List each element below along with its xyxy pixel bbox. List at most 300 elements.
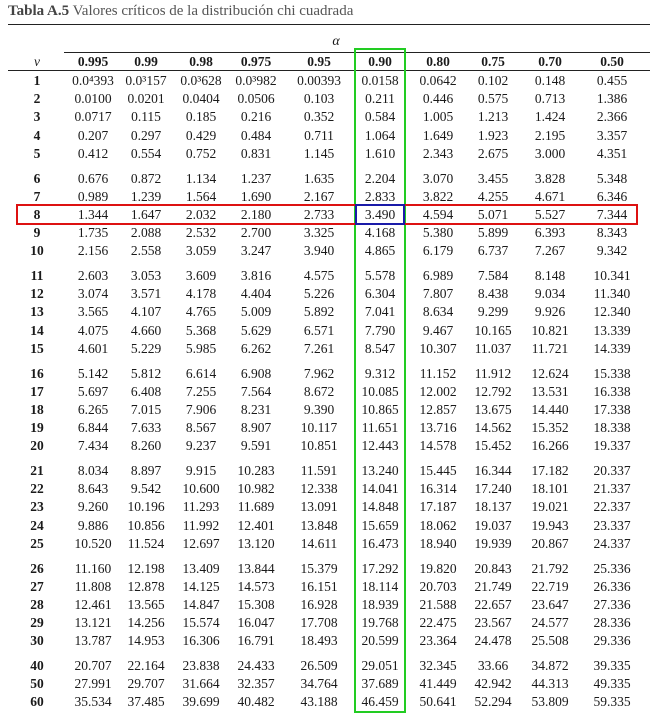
table-cell: 1.386 (596, 91, 628, 107)
nu-cell: 30 (30, 633, 44, 649)
table-cell: 5.226 (303, 286, 335, 302)
table-cell: 27.336 (593, 596, 631, 612)
table-cell: 5.229 (130, 340, 162, 356)
table-cell: 8.643 (77, 481, 109, 497)
table-cell: 18.101 (531, 481, 569, 497)
nu-cell: 10 (30, 243, 44, 259)
column-header: 0.80 (426, 54, 450, 69)
table-cell: 10.085 (361, 383, 399, 399)
table-cell: 15.445 (419, 463, 457, 478)
table-cell: 10.600 (182, 481, 220, 497)
table-cell: 13.409 (182, 560, 220, 576)
nu-cell: 7 (33, 188, 41, 204)
table-cell: 18.062 (419, 517, 457, 533)
table-cell: 41.449 (419, 676, 457, 692)
nu-cell: 1 (33, 73, 41, 88)
table-cell: 6.408 (130, 383, 162, 399)
nu-cell: 25 (30, 535, 44, 551)
table-cell: 1.564 (185, 188, 217, 204)
table-cell: 5.985 (185, 340, 217, 356)
table-cell: 15.574 (182, 615, 220, 631)
table-cell: 24.433 (237, 658, 275, 673)
table-cell: 13.120 (237, 535, 275, 551)
table-cell: 2.156 (77, 243, 109, 259)
table-cell: 7.962 (303, 365, 335, 381)
table-cell: 11.651 (361, 420, 399, 436)
table-cell: 53.809 (531, 694, 569, 710)
table-cell: 10.520 (74, 535, 112, 551)
nu-cell: 12 (30, 286, 44, 302)
table-cell: 12.198 (127, 560, 165, 576)
column-header: 0.70 (538, 54, 562, 69)
table-cell: 0.0404 (182, 91, 220, 107)
table-cell: 13.240 (361, 463, 399, 478)
nu-cell: 60 (30, 694, 44, 710)
table-cell: 1.690 (240, 188, 272, 204)
column-header: 0.975 (240, 54, 272, 69)
table-cell: 20.707 (74, 658, 112, 673)
table-cell: 42.942 (474, 676, 512, 692)
table-cell: 28.336 (593, 615, 631, 631)
table-cell: 22.719 (531, 578, 569, 594)
nu-cell: 29 (30, 615, 44, 631)
table-cell: 1.610 (364, 145, 396, 161)
table-cell: 1.239 (130, 188, 162, 204)
table-cell: 6.614 (185, 365, 217, 381)
table-cell: 7.584 (477, 268, 509, 283)
table-cell: 7.261 (303, 340, 335, 356)
nu-cell: 4 (33, 127, 41, 143)
table-cell: 13.121 (74, 615, 112, 631)
table-cell: 18.939 (361, 596, 399, 612)
table-cell: 13.675 (474, 401, 512, 417)
table-cell: 0.575 (477, 91, 509, 107)
nu-cell: 9 (33, 225, 41, 241)
table-cell: 1.005 (422, 109, 454, 125)
table-cell: 10.307 (419, 340, 457, 356)
table-cell: 0.0642 (419, 73, 457, 88)
table-cell: 0.102 (477, 73, 509, 88)
table-cell: 5.348 (596, 170, 628, 186)
table-cell: 20.599 (361, 633, 399, 649)
table-cell: 5.899 (477, 225, 509, 241)
table-cell: 2.366 (596, 109, 628, 125)
table-cell: 4.351 (596, 145, 628, 161)
table-cell: 23.647 (531, 596, 569, 612)
table-cell: 16.314 (419, 481, 457, 497)
table-cell: 1.134 (185, 170, 217, 186)
nu-cell: 28 (30, 596, 44, 612)
table-cell: 0.0³982 (235, 73, 277, 88)
table-cell: 19.037 (474, 517, 512, 533)
table-cell: 5.697 (77, 383, 109, 399)
table-cell: 0.713 (534, 91, 566, 107)
table-cell: 8.034 (77, 463, 109, 478)
table-cell: 3.565 (77, 304, 109, 320)
nu-cell: 13 (30, 304, 44, 320)
table-cell: 37.485 (127, 694, 165, 710)
table-cell: 14.578 (419, 438, 457, 454)
table-cell: 5.578 (364, 268, 396, 283)
nu-cell: 11 (30, 268, 44, 283)
table-cell: 0.0³157 (125, 73, 167, 88)
table-cell: 13.091 (300, 499, 338, 515)
table-cell: 12.461 (74, 596, 112, 612)
table-cell: 34.764 (300, 676, 338, 692)
table-cell: 4.865 (364, 243, 396, 259)
table-cell: 20.843 (474, 560, 512, 576)
table-cell: 2.700 (240, 225, 272, 241)
table-cell: 0.0⁴393 (72, 73, 114, 88)
table-cell: 0.752 (185, 145, 217, 161)
table-cell: 39.335 (593, 658, 631, 673)
nu-cell: 17 (30, 383, 44, 399)
table-cell: 9.237 (185, 438, 217, 454)
table-cell: 0.0158 (361, 73, 399, 88)
table-cell: 21.749 (474, 578, 512, 594)
table-cell: 3.609 (185, 268, 217, 283)
nu-cell: 15 (30, 340, 44, 356)
table-cell: 0.429 (185, 127, 217, 143)
table-cell: 9.260 (77, 499, 109, 515)
table-cell: 19.939 (474, 535, 512, 551)
table-cell: 7.255 (185, 383, 217, 399)
table-cell: 4.255 (477, 188, 509, 204)
table-cell: 19.337 (593, 438, 631, 454)
table-cell: 14.573 (237, 578, 275, 594)
table-cell: 11.808 (74, 578, 112, 594)
table-cell: 21.792 (531, 560, 569, 576)
column-header: 0.995 (77, 54, 109, 69)
table-cell: 8.672 (303, 383, 335, 399)
table-cell: 6.393 (534, 225, 566, 241)
table-cell: 14.562 (474, 420, 512, 436)
table-cell: 13.848 (300, 517, 338, 533)
table-cell: 2.558 (130, 243, 162, 259)
table-cell: 17.187 (419, 499, 457, 515)
table-cell: 16.791 (237, 633, 275, 649)
table-cell: 23.364 (419, 633, 457, 649)
table-cell: 15.338 (593, 365, 631, 381)
table-cell: 20.867 (531, 535, 569, 551)
table-cell: 7.633 (130, 420, 162, 436)
table-cell: 0.676 (77, 170, 109, 186)
row-highlight (16, 204, 638, 225)
nu-cell: 27 (30, 578, 44, 594)
nu-cell: 26 (30, 560, 44, 576)
table-cell: 14.440 (531, 401, 569, 417)
table-cell: 5.812 (130, 365, 162, 381)
table-cell: 8.547 (364, 340, 396, 356)
table-cell: 35.534 (74, 694, 112, 710)
table-cell: 19.768 (361, 615, 399, 631)
table-cell: 11.912 (474, 365, 512, 381)
column-header: 0.75 (481, 54, 505, 69)
table-cell: 17.708 (300, 615, 338, 631)
table-cell: 6.179 (422, 243, 454, 259)
table-cell: 2.195 (534, 127, 566, 143)
table-cell: 9.312 (364, 365, 396, 381)
table-cell: 16.928 (300, 596, 338, 612)
table-cell: 9.034 (534, 286, 566, 302)
table-cell: 11.721 (531, 340, 569, 356)
table-cell: 14.848 (361, 499, 399, 515)
nu-cell: 8 (33, 206, 41, 222)
table-cell: 8.148 (534, 268, 566, 283)
table-cell: 7.041 (364, 304, 396, 320)
alpha-header: α (332, 34, 340, 49)
table-cell: 4.671 (534, 188, 566, 204)
table-cell: 0.0³628 (180, 73, 222, 88)
table-cell: 46.459 (361, 694, 399, 710)
table-cell: 8.231 (240, 401, 272, 417)
column-header: 0.95 (307, 54, 331, 69)
table-cell: 10.196 (127, 499, 165, 515)
table-cell: 15.352 (531, 420, 569, 436)
table-cell: 32.357 (237, 676, 275, 692)
header-rule (8, 70, 650, 71)
table-cell: 12.624 (531, 365, 569, 381)
nu-cell: 50 (30, 676, 44, 692)
table-cell: 1.424 (534, 109, 566, 125)
table-cell: 3.455 (477, 170, 509, 186)
table-cell: 15.379 (300, 560, 338, 576)
table-cell: 9.542 (130, 481, 162, 497)
table-cell: 29.336 (593, 633, 631, 649)
table-cell: 6.908 (240, 365, 272, 381)
table-cell: 18.338 (593, 420, 631, 436)
table-cell: 14.339 (593, 340, 631, 356)
table-cell: 17.182 (531, 463, 569, 478)
table-cell: 3.490 (364, 206, 396, 222)
table-cell: 8.438 (477, 286, 509, 302)
table-cell: 12.697 (182, 535, 220, 551)
nu-cell: 18 (30, 401, 44, 417)
table-cell: 11.152 (419, 365, 457, 381)
table-cell: 2.343 (422, 145, 454, 161)
table-cell: 8.897 (130, 463, 162, 478)
table-cell: 4.575 (303, 268, 335, 283)
table-cell: 14.256 (127, 615, 165, 631)
table-cell: 5.892 (303, 304, 335, 320)
table-cell: 6.737 (477, 243, 509, 259)
table-cell: 4.594 (422, 206, 454, 222)
table-cell: 2.833 (364, 188, 396, 204)
table-cell: 9.926 (534, 304, 566, 320)
table-cell: 2.733 (303, 206, 335, 222)
table-cell: 17.292 (361, 560, 399, 576)
table-cell: 15.452 (474, 438, 512, 454)
table-cell: 11.992 (182, 517, 220, 533)
table-cell: 16.473 (361, 535, 399, 551)
table-cell: 13.844 (237, 560, 275, 576)
nu-cell: 40 (30, 658, 44, 673)
table-cell: 6.265 (77, 401, 109, 417)
table-cell: 13.531 (531, 383, 569, 399)
table-cell: 9.915 (185, 463, 217, 478)
table-cell: 4.660 (130, 322, 162, 338)
table-cell: 34.872 (531, 658, 569, 673)
table-cell: 22.475 (419, 615, 457, 631)
table-cell: 15.659 (361, 517, 399, 533)
nu-cell: 14 (30, 322, 44, 338)
table-cell: 11.293 (182, 499, 220, 515)
table-cell: 25.336 (593, 560, 631, 576)
table-cell: 27.991 (74, 676, 112, 692)
table-cell: 39.699 (182, 694, 220, 710)
nu-cell: 24 (30, 517, 44, 533)
table-cell: 0.446 (422, 91, 454, 107)
table-cell: 8.634 (422, 304, 454, 320)
table-cell: 33.66 (477, 658, 509, 673)
table-cell: 1.647 (130, 206, 162, 222)
table-cell: 24.337 (593, 535, 631, 551)
column-highlight (354, 48, 406, 713)
table-cell: 0.0100 (74, 91, 112, 107)
table-cell: 32.345 (419, 658, 457, 673)
table-cell: 2.532 (185, 225, 217, 241)
table-cell: 1.735 (77, 225, 109, 241)
nu-cell: 16 (30, 365, 44, 381)
table-number: Tabla A.5 (8, 3, 70, 19)
table-cell: 0.297 (130, 127, 162, 143)
table-cell: 8.567 (185, 420, 217, 436)
top-rule (8, 24, 650, 25)
table-cell: 29.051 (361, 658, 399, 673)
table-cell: 6.304 (364, 286, 396, 302)
table-cell: 9.591 (240, 438, 272, 454)
table-cell: 50.641 (419, 694, 457, 710)
table-cell: 0.989 (77, 188, 109, 204)
table-cell: 0.455 (596, 73, 628, 88)
table-cell: 7.434 (77, 438, 109, 454)
table-cell: 14.847 (182, 596, 220, 612)
table-cell: 7.564 (240, 383, 272, 399)
table-cell: 18.114 (361, 578, 399, 594)
table-cell: 0.0717 (74, 109, 112, 125)
table-cell: 9.342 (596, 243, 628, 259)
table-cell: 6.346 (596, 188, 628, 204)
table-cell: 0.584 (364, 109, 396, 125)
table-cell: 0.148 (534, 73, 566, 88)
table-cell: 5.629 (240, 322, 272, 338)
table-cell: 2.675 (477, 145, 509, 161)
table-cell: 5.368 (185, 322, 217, 338)
table-cell: 11.591 (300, 463, 338, 478)
table-cell: 1.213 (477, 109, 509, 125)
nu-cell: 21 (30, 463, 44, 478)
table-cell: 0.831 (240, 145, 272, 161)
table-cell: 20.703 (419, 578, 457, 594)
column-header: 0.90 (368, 54, 392, 69)
table-cell: 11.160 (74, 560, 112, 576)
table-cell: 49.335 (593, 676, 631, 692)
table-cell: 17.240 (474, 481, 512, 497)
table-cell: 18.137 (474, 499, 512, 515)
table-cell: 15.308 (237, 596, 275, 612)
table-cell: 0.711 (304, 127, 334, 143)
table-cell: 10.865 (361, 401, 399, 417)
table-cell: 16.047 (237, 615, 275, 631)
table-cell: 10.283 (237, 463, 275, 478)
table-cell: 23.337 (593, 517, 631, 533)
table-cell: 37.689 (361, 676, 399, 692)
table-cell: 3.247 (240, 243, 272, 259)
table-cell: 12.002 (419, 383, 457, 399)
column-header: 0.98 (189, 54, 213, 69)
table-cell: 22.337 (593, 499, 631, 515)
table-cell: 4.107 (130, 304, 162, 320)
table-cell: 26.509 (300, 658, 338, 673)
column-header: 0.50 (600, 54, 624, 69)
table-cell: 22.164 (127, 658, 165, 673)
table-cell: 3.053 (130, 268, 162, 283)
table-cell: 2.603 (77, 268, 109, 283)
table-cell: 19.021 (531, 499, 569, 515)
table-cell: 2.032 (185, 206, 217, 222)
table-cell: 12.857 (419, 401, 457, 417)
nu-cell: 6 (33, 170, 41, 186)
table-cell: 4.601 (77, 340, 109, 356)
table-cell: 3.000 (534, 145, 566, 161)
table-cell: 12.443 (361, 438, 399, 454)
table-cell: 11.524 (127, 535, 165, 551)
table-cell: 0.115 (131, 109, 161, 125)
table-cell: 1.064 (364, 127, 396, 143)
table-cell: 12.792 (474, 383, 512, 399)
table-cell: 5.380 (422, 225, 454, 241)
table-cell: 2.180 (240, 206, 272, 222)
table-cell: 44.313 (531, 676, 569, 692)
table-cell: 13.565 (127, 596, 165, 612)
table-cell: 9.299 (477, 304, 509, 320)
table-cell: 5.009 (240, 304, 272, 320)
table-cell: 0.00393 (297, 73, 341, 88)
table-cell: 6.571 (303, 322, 335, 338)
table-cell: 17.338 (593, 401, 631, 417)
table-cell: 0.207 (77, 127, 109, 143)
table-cell: 11.037 (474, 340, 512, 356)
table-cell: 18.940 (419, 535, 457, 551)
table-cell: 7.906 (185, 401, 217, 417)
table-cell: 0.872 (130, 170, 162, 186)
table-cell: 7.790 (364, 322, 396, 338)
table-cell: 2.204 (364, 170, 396, 186)
table-cell: 2.167 (303, 188, 335, 204)
table-cell: 52.294 (474, 694, 512, 710)
cell-highlight (355, 204, 405, 225)
table-cell: 7.344 (596, 206, 628, 222)
table-cell: 8.260 (130, 438, 162, 454)
nu-cell: 20 (30, 438, 44, 454)
table-cell: 3.059 (185, 243, 217, 259)
table-cell: 7.015 (130, 401, 162, 417)
table-cell: 3.074 (77, 286, 109, 302)
table-cell: 11.340 (593, 286, 631, 302)
table-cell: 12.401 (237, 517, 275, 533)
table-cell: 4.765 (185, 304, 217, 320)
table-cell: 1.649 (422, 127, 454, 143)
table-cell: 1.635 (303, 170, 335, 186)
table-cell: 14.611 (300, 535, 338, 551)
table-cell: 4.178 (185, 286, 217, 302)
table-cell: 0.185 (185, 109, 217, 125)
table-cell: 16.338 (593, 383, 631, 399)
table-cell: 3.940 (303, 243, 335, 259)
table-cell: 2.088 (130, 225, 162, 241)
table-cell: 20.337 (593, 463, 631, 478)
table-cell: 16.306 (182, 633, 220, 649)
